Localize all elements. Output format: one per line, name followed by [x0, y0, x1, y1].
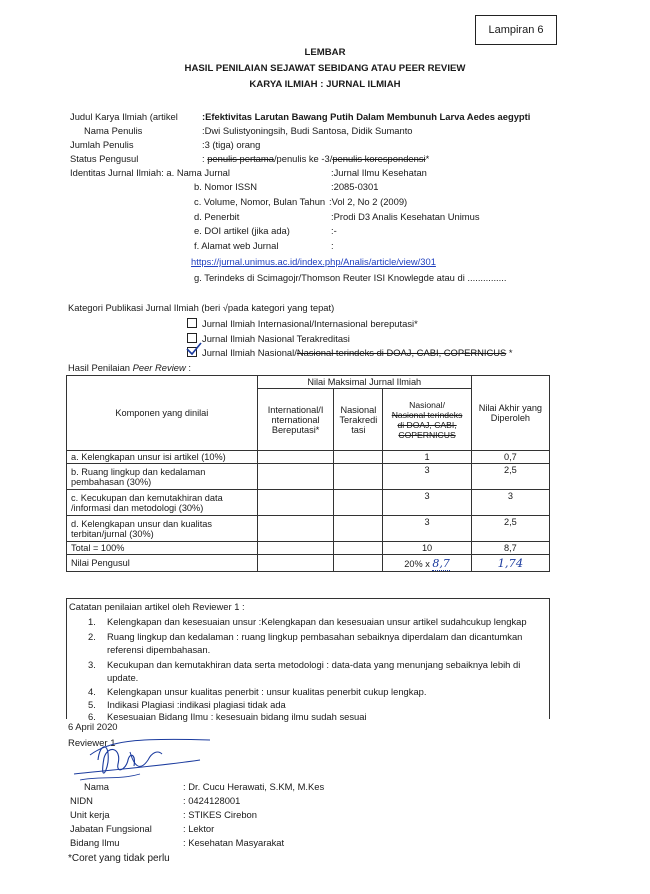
reviewer-jabatan-label: Jabatan Fungsional — [70, 823, 152, 834]
row-c-label: c. Kecukupan dan kemutakhiran data /informasi dan metodologi (30%) — [67, 490, 258, 516]
status-pengusul-value — [202, 153, 429, 164]
catatan-item-2: Ruang lingkup dan kedalaman : ruang lingkup pembasahan sebaiknya diperdalam dan dicantumkan — [107, 631, 523, 642]
catatan-item-5-num: 5. — [88, 699, 96, 710]
row-c-intl — [257, 490, 334, 516]
volume-label: c. Volume, Nomor, Bulan Tahun — [194, 196, 326, 207]
catatan-item-6-num: 6. — [88, 711, 96, 722]
total-terakr — [334, 542, 383, 555]
table-row — [67, 516, 550, 542]
row-b-max: 3 — [383, 464, 471, 490]
row-c-terakr — [334, 490, 383, 516]
pengusul-label: Nilai Pengusul — [67, 555, 258, 572]
row-b-akhir: 2,5 — [471, 464, 549, 490]
table-row — [67, 490, 550, 516]
total-max: 10 — [383, 542, 471, 555]
hasil-penilaian-label — [68, 362, 191, 373]
judul-value: :Efektivitas Larutan Bawang Putih Dalam Membunuh Larva Aedes aegypti — [202, 111, 531, 122]
catatan-item-4: Kelengkapan unsur kualitas penerbit : unsur kualitas penerbit cukup lengkap. — [107, 686, 427, 697]
volume-value: :Vol 2, No 2 (2009) — [329, 196, 408, 207]
row-d-max: 3 — [383, 516, 471, 542]
kategori-option-3-strike: Nasional terindeks di DOAJ, CABI, COPERNICUS — [296, 347, 507, 358]
doc-title-3: KARYA ILMIAH : JURNAL ILMIAH — [249, 79, 401, 90]
penerbit-label: d. Penerbit — [194, 211, 240, 222]
kategori-option-3-star: * — [506, 347, 513, 358]
row-a-terakr — [334, 451, 383, 464]
footnote: *Coret yang tidak perlu — [68, 853, 170, 864]
penerbit-value: :Prodi D3 Analis Kesehatan Unimus — [331, 211, 480, 222]
reviewer-label: Reviewer 1 — [68, 738, 116, 749]
col-nasional-strike: Nasional terindeks di DOAJ, CABI, COPERNICUS — [391, 409, 463, 440]
doi-label: e. DOI artikel (jika ada) — [194, 225, 290, 236]
kategori-option-2[interactable] — [187, 333, 350, 344]
pengusul-max — [383, 555, 471, 572]
col-nasional-a: Nasional/ — [409, 399, 445, 410]
nama-penulis-label: Nama Penulis — [84, 125, 143, 136]
catatan-title: Catatan penilaian artikel oleh Reviewer 1 : — [69, 601, 245, 612]
total-intl — [257, 542, 334, 555]
nilai-akhir-header: Nilai Akhir yang Diperoleh — [471, 376, 549, 451]
status-star: * — [425, 153, 430, 164]
web-label: f. Alamat web Jurnal — [194, 240, 279, 251]
komponen-header: Komponen yang dinilai — [67, 376, 258, 451]
table-row — [67, 451, 550, 464]
total-akhir: 8,7 — [471, 542, 549, 555]
catatan-item-1-num: 1. — [88, 616, 96, 627]
status-mid: /penulis ke -3/ — [273, 153, 333, 164]
table-row-total — [67, 542, 550, 555]
kategori-option-3[interactable] — [187, 347, 513, 358]
reviewer-nama-value: : Dr. Cucu Herawati, S.KM, M.Kes — [183, 781, 325, 792]
col-internasional: International/I nternational Bereputasi* — [257, 389, 334, 451]
kategori-title: Kategori Publikasi Jurnal Ilmiah (beri √pada kategori yang tepat) — [68, 302, 335, 313]
catatan-item-2-num: 2. — [88, 631, 96, 642]
doi-value: :- — [331, 225, 337, 236]
pengusul-handwritten-1: 8,7 — [432, 556, 450, 570]
row-c-akhir: 3 — [471, 490, 549, 516]
kategori-option-1[interactable] — [187, 318, 418, 329]
pengusul-akhir — [471, 555, 549, 572]
table-row — [67, 464, 550, 490]
status-strike-1: penulis pertama — [207, 153, 274, 164]
date-text: 6 April 2020 — [68, 721, 118, 732]
catatan-item-3-cont: update. — [107, 672, 139, 683]
issn-label: b. Nomor ISSN — [194, 181, 258, 192]
pengusul-handwritten-2: 1,74 — [497, 556, 524, 570]
catatan-item-2-cont: referensi dipembahasan. — [107, 644, 211, 655]
pengusul-max-text: 20% x — [404, 558, 430, 569]
status-strike-2: penulis korespondensi — [332, 153, 426, 164]
catatan-item-5: Indikasi Plagiasi :indikasi plagiasi tidak ada — [107, 699, 286, 710]
reviewer-nidn-label: NIDN — [70, 795, 93, 806]
status-pengusul-label: Status Pengusul — [70, 153, 139, 164]
row-a-intl — [257, 451, 334, 464]
row-a-max: 1 — [383, 451, 471, 464]
score-table — [66, 375, 550, 572]
hasil-label-b: Peer Review — [132, 362, 186, 373]
row-c-max: 3 — [383, 490, 471, 516]
nilai-maks-header: Nilai Maksimal Jurnal Ilmiah — [257, 376, 471, 389]
col-nasional-terakreditasi: Nasional Terakredi tasi — [334, 389, 383, 451]
row-d-label: d. Kelengkapan unsur dan kualitas terbitan/jurnal (30%) — [67, 516, 258, 542]
row-d-intl — [257, 516, 334, 542]
row-b-intl — [257, 464, 334, 490]
hasil-label-c: : — [185, 362, 191, 373]
row-d-terakr — [334, 516, 383, 542]
issn-value: :2085-0301 — [331, 181, 379, 192]
pengusul-intl — [257, 555, 334, 572]
catatan-item-3: Kecukupan dan kemutakhiran data serta metodologi : data-data yang menunjang sebaiknya lebih di — [107, 659, 521, 670]
kategori-option-2-label: Jurnal Ilmiah Nasional Terakreditasi — [202, 333, 350, 344]
doc-title-2-text: HASIL PENILAIAN SEJAWAT SEBIDANG ATAU PEER REVIEW — [184, 63, 466, 74]
reviewer-nama-label: Nama — [84, 781, 110, 792]
reviewer-unit-value: : STIKES Cirebon — [183, 809, 257, 820]
identitas-jurnal-label: Identitas Jurnal Ilmiah: a. Nama Jurnal — [70, 167, 230, 178]
journal-url-link[interactable]: https://jurnal.unimus.ac.id/index.php/Analis/article/view/301 — [191, 256, 436, 267]
catatan-item-6: Kesesuaian Bidang Ilmu : kesesuain bidang ilmu sudah sesuai — [107, 711, 367, 722]
judul-label: Judul Karya Ilmiah (artikel — [70, 111, 178, 122]
nama-penulis-value: :Dwi Sulistyoningsih, Budi Santosa, Didik Sumanto — [202, 125, 413, 136]
reviewer-unit-label: Unit kerja — [70, 809, 110, 820]
reviewer-bidang-label: Bidang Ilmu — [70, 837, 120, 848]
status-colon: : — [202, 153, 205, 164]
reviewer-nidn-value: : 0424128001 — [183, 795, 241, 806]
jumlah-penulis-value: :3 (tiga) orang — [202, 139, 261, 150]
catatan-item-3-num: 3. — [88, 659, 96, 670]
doc-title-2 — [0, 63, 650, 74]
table-row-pengusul — [67, 555, 550, 572]
pengusul-terakr — [334, 555, 383, 572]
kategori-option-3-label: Jurnal Ilmiah Nasional/ — [202, 347, 297, 358]
catatan-item-4-num: 4. — [88, 686, 96, 697]
jumlah-penulis-label: Jumlah Penulis — [70, 139, 134, 150]
kategori-option-1-label: Jurnal Ilmiah Internasional/Internasional bereputasi* — [202, 318, 418, 329]
row-b-label: b. Ruang lingkup dan kedalaman pembahasan (30%) — [67, 464, 258, 490]
col-nasional — [383, 389, 471, 451]
row-b-terakr — [334, 464, 383, 490]
row-d-akhir: 2,5 — [471, 516, 549, 542]
reviewer-jabatan-value: : Lektor — [183, 823, 215, 834]
nama-jurnal-value: :Jurnal Ilmu Kesehatan — [331, 167, 427, 178]
row-a-label: a. Kelengkapan unsur isi artikel (10%) — [67, 451, 258, 464]
check-mark-icon — [186, 342, 202, 356]
checkbox-nasional[interactable] — [187, 347, 197, 357]
catatan-item-1: Kelengkapan dan kesesuaian unsur :Kelengkapan dan kesesuaian unsur artikel sudahcukup lengkap — [107, 616, 527, 627]
doc-title-1: LEMBAR — [304, 47, 346, 58]
reviewer-bidang-value: : Kesehatan Masyarakat — [183, 837, 285, 848]
hasil-label-a: Hasil Penilaian — [68, 362, 133, 373]
lampiran-box: Lampiran 6 — [475, 15, 557, 45]
terindeks-line: g. Terindeks di Scimagojr/Thomson Reuter ISI Knowlegde atau di ............... — [194, 272, 507, 283]
row-a-akhir: 0,7 — [471, 451, 549, 464]
checkbox-internasional[interactable] — [187, 318, 197, 328]
total-label: Total = 100% — [67, 542, 258, 555]
web-colon: : — [331, 240, 334, 251]
